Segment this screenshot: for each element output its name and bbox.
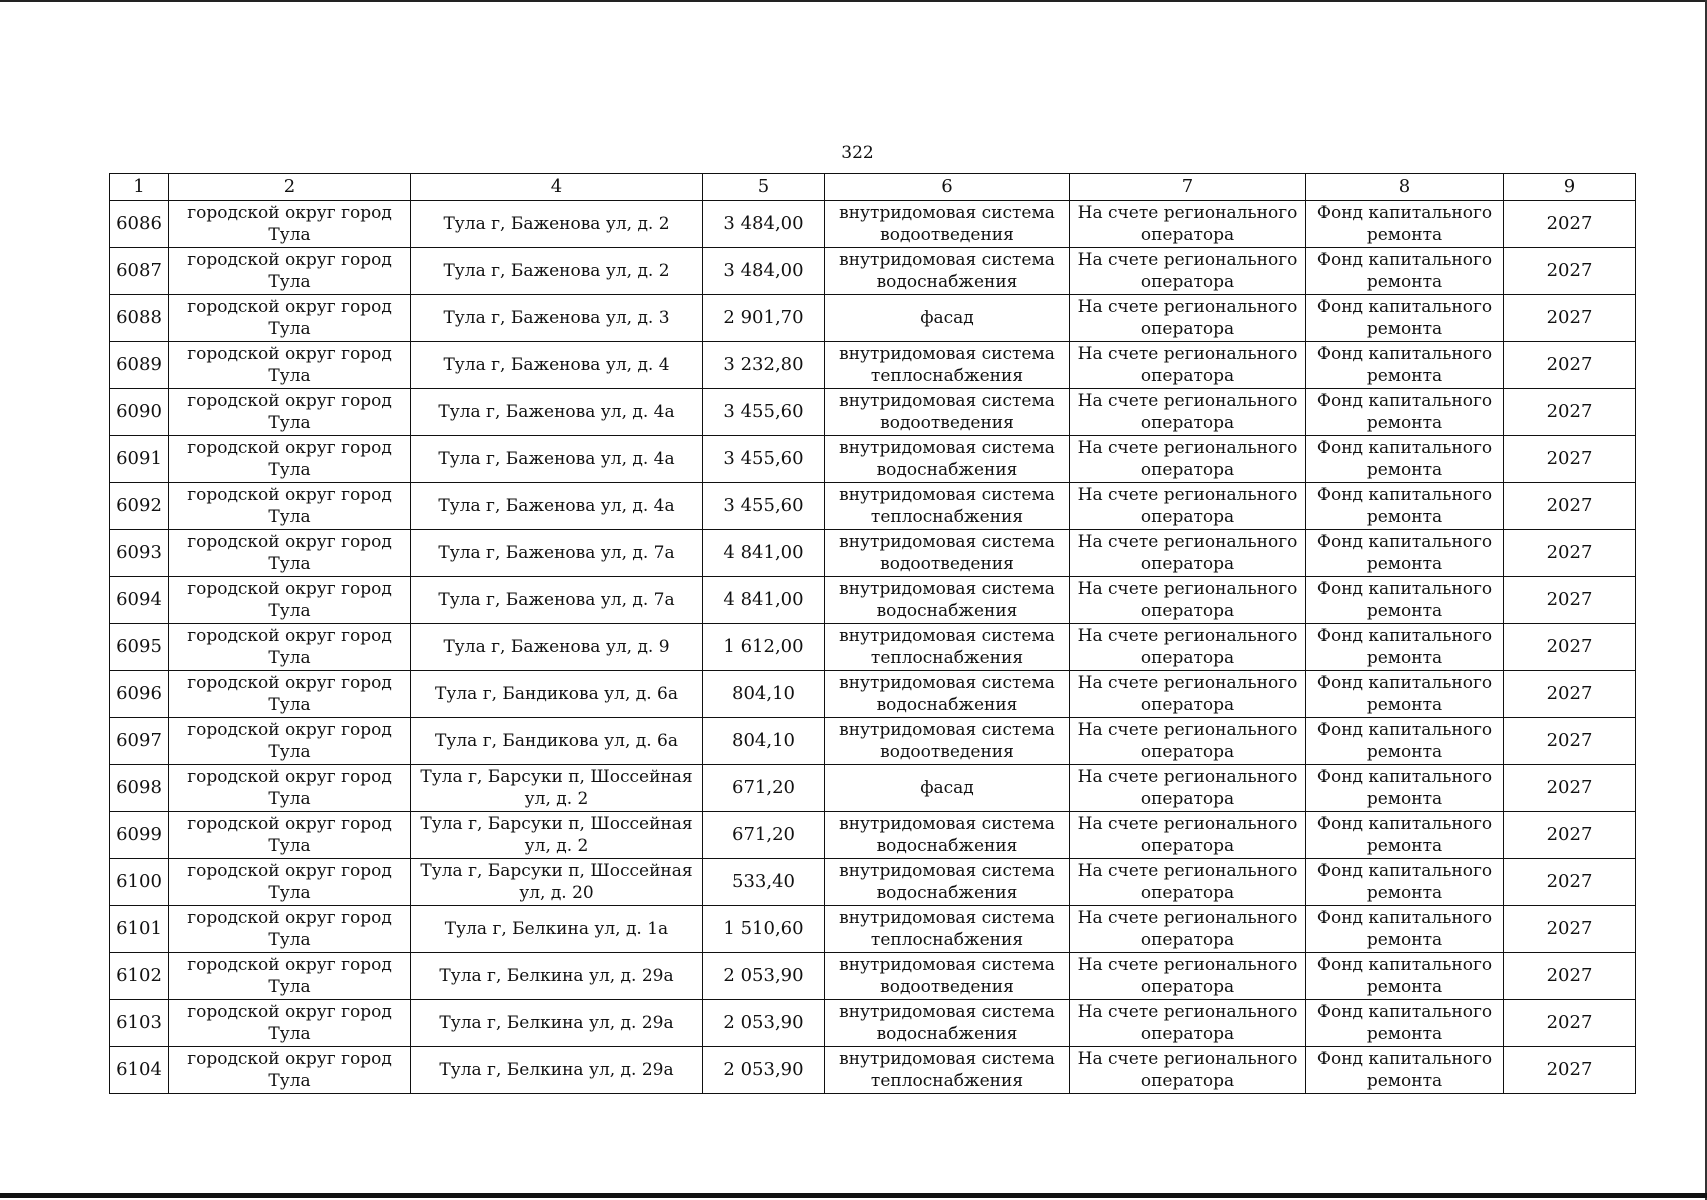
municipality-cell: городской округ город Тула: [169, 201, 411, 248]
funding-source-cell: Фонд капитального ремонта: [1306, 906, 1504, 953]
municipality-cell: городской округ город Тула: [169, 342, 411, 389]
work-type-cell: внутридомовая система водоснабжения: [825, 1000, 1070, 1047]
area-cell: 3 455,60: [703, 389, 825, 436]
fund-account-cell: На счете регионального оператора: [1070, 530, 1306, 577]
row-number-cell: 6095: [110, 624, 169, 671]
fund-account-cell: На счете регионального оператора: [1070, 389, 1306, 436]
work-type-cell: внутридомовая система водоотведения: [825, 389, 1070, 436]
table-row: [110, 530, 1636, 577]
column-header: 8: [1306, 174, 1504, 201]
fund-account-cell: На счете регионального оператора: [1070, 671, 1306, 718]
address-cell: Тула г, Баженова ул, д. 4а: [411, 436, 703, 483]
table-body: [110, 201, 1636, 1094]
table-row: [110, 953, 1636, 1000]
table-row: [110, 765, 1636, 812]
table-row: [110, 906, 1636, 953]
year-cell: 2027: [1504, 624, 1636, 671]
work-type-cell: внутридомовая система теплоснабжения: [825, 1047, 1070, 1094]
work-type-cell: внутридомовая система водоотведения: [825, 953, 1070, 1000]
table-row: [110, 436, 1636, 483]
work-type-cell: внутридомовая система водоотведения: [825, 201, 1070, 248]
address-cell: Тула г, Баженова ул, д. 2: [411, 201, 703, 248]
municipality-cell: городской округ город Тула: [169, 906, 411, 953]
area-cell: 2 053,90: [703, 953, 825, 1000]
funding-source-cell: Фонд капитального ремонта: [1306, 248, 1504, 295]
area-cell: 4 841,00: [703, 530, 825, 577]
area-cell: 3 232,80: [703, 342, 825, 389]
area-cell: 3 484,00: [703, 201, 825, 248]
funding-source-cell: Фонд капитального ремонта: [1306, 812, 1504, 859]
address-cell: Тула г, Белкина ул, д. 29а: [411, 953, 703, 1000]
address-cell: Тула г, Барсуки п, Шоссейная ул, д. 20: [411, 859, 703, 906]
funding-source-cell: Фонд капитального ремонта: [1306, 530, 1504, 577]
row-number-cell: 6090: [110, 389, 169, 436]
work-type-cell: внутридомовая система водоотведения: [825, 718, 1070, 765]
year-cell: 2027: [1504, 389, 1636, 436]
fund-account-cell: На счете регионального оператора: [1070, 201, 1306, 248]
fund-account-cell: На счете регионального оператора: [1070, 342, 1306, 389]
year-cell: 2027: [1504, 671, 1636, 718]
address-cell: Тула г, Баженова ул, д. 4а: [411, 389, 703, 436]
table-row: [110, 248, 1636, 295]
funding-source-cell: Фонд капитального ремонта: [1306, 577, 1504, 624]
address-cell: Тула г, Баженова ул, д. 4: [411, 342, 703, 389]
fund-account-cell: На счете регионального оператора: [1070, 624, 1306, 671]
page-number: 322: [841, 143, 874, 163]
municipality-cell: городской округ город Тула: [169, 859, 411, 906]
row-number-cell: 6089: [110, 342, 169, 389]
year-cell: 2027: [1504, 577, 1636, 624]
fund-account-cell: На счете регионального оператора: [1070, 953, 1306, 1000]
area-cell: 3 455,60: [703, 436, 825, 483]
year-cell: 2027: [1504, 953, 1636, 1000]
work-type-cell: внутридомовая система водоснабжения: [825, 577, 1070, 624]
municipality-cell: городской округ город Тула: [169, 295, 411, 342]
area-cell: 804,10: [703, 671, 825, 718]
funding-source-cell: Фонд капитального ремонта: [1306, 389, 1504, 436]
work-type-cell: внутридомовая система водоснабжения: [825, 859, 1070, 906]
municipality-cell: городской округ город Тула: [169, 530, 411, 577]
column-header: 5: [703, 174, 825, 201]
table-row: [110, 483, 1636, 530]
fund-account-cell: На счете регионального оператора: [1070, 1000, 1306, 1047]
work-type-cell: внутридомовая система водоотведения: [825, 530, 1070, 577]
municipality-cell: городской округ город Тула: [169, 671, 411, 718]
area-cell: 1 612,00: [703, 624, 825, 671]
funding-source-cell: Фонд капитального ремонта: [1306, 718, 1504, 765]
address-cell: Тула г, Баженова ул, д. 7а: [411, 577, 703, 624]
municipality-cell: городской округ город Тула: [169, 1047, 411, 1094]
funding-source-cell: Фонд капитального ремонта: [1306, 201, 1504, 248]
fund-account-cell: На счете регионального оператора: [1070, 859, 1306, 906]
table-row: [110, 624, 1636, 671]
municipality-cell: городской округ город Тула: [169, 483, 411, 530]
fund-account-cell: На счете регионального оператора: [1070, 906, 1306, 953]
area-cell: 804,10: [703, 718, 825, 765]
area-cell: 3 455,60: [703, 483, 825, 530]
table-row: [110, 389, 1636, 436]
address-cell: Тула г, Барсуки п, Шоссейная ул, д. 2: [411, 812, 703, 859]
work-type-cell: внутридомовая система водоснабжения: [825, 436, 1070, 483]
funding-source-cell: Фонд капитального ремонта: [1306, 671, 1504, 718]
address-cell: Тула г, Белкина ул, д. 29а: [411, 1000, 703, 1047]
row-number-cell: 6102: [110, 953, 169, 1000]
row-number-cell: 6098: [110, 765, 169, 812]
row-number-cell: 6092: [110, 483, 169, 530]
year-cell: 2027: [1504, 1000, 1636, 1047]
year-cell: 2027: [1504, 859, 1636, 906]
year-cell: 2027: [1504, 483, 1636, 530]
work-type-cell: внутридомовая система теплоснабжения: [825, 906, 1070, 953]
funding-source-cell: Фонд капитального ремонта: [1306, 859, 1504, 906]
table-row: [110, 718, 1636, 765]
table-row: [110, 201, 1636, 248]
column-header: 7: [1070, 174, 1306, 201]
funding-source-cell: Фонд капитального ремонта: [1306, 765, 1504, 812]
address-cell: Тула г, Бандикова ул, д. 6а: [411, 718, 703, 765]
address-cell: Тула г, Баженова ул, д. 4а: [411, 483, 703, 530]
municipality-cell: городской округ город Тула: [169, 577, 411, 624]
column-header: 2: [169, 174, 411, 201]
address-cell: Тула г, Баженова ул, д. 7а: [411, 530, 703, 577]
year-cell: 2027: [1504, 812, 1636, 859]
address-cell: Тула г, Баженова ул, д. 9: [411, 624, 703, 671]
fund-account-cell: На счете регионального оператора: [1070, 1047, 1306, 1094]
municipality-cell: городской округ город Тула: [169, 1000, 411, 1047]
municipality-cell: городской округ город Тула: [169, 436, 411, 483]
area-cell: 671,20: [703, 812, 825, 859]
year-cell: 2027: [1504, 436, 1636, 483]
municipality-cell: городской округ город Тула: [169, 953, 411, 1000]
address-cell: Тула г, Белкина ул, д. 1а: [411, 906, 703, 953]
area-cell: 533,40: [703, 859, 825, 906]
table-row: [110, 577, 1636, 624]
column-header: 9: [1504, 174, 1636, 201]
capital-repair-register-table: [109, 173, 1636, 1094]
year-cell: 2027: [1504, 765, 1636, 812]
table-row: [110, 859, 1636, 906]
area-cell: 2 901,70: [703, 295, 825, 342]
municipality-cell: городской округ город Тула: [169, 248, 411, 295]
column-header: 1: [110, 174, 169, 201]
row-number-cell: 6091: [110, 436, 169, 483]
scan-border-top: [0, 0, 1707, 2]
area-cell: 3 484,00: [703, 248, 825, 295]
row-number-cell: 6096: [110, 671, 169, 718]
year-cell: 2027: [1504, 718, 1636, 765]
address-cell: Тула г, Бандикова ул, д. 6а: [411, 671, 703, 718]
address-cell: Тула г, Белкина ул, д. 29а: [411, 1047, 703, 1094]
address-cell: Тула г, Баженова ул, д. 3: [411, 295, 703, 342]
row-number-cell: 6086: [110, 201, 169, 248]
fund-account-cell: На счете регионального оператора: [1070, 577, 1306, 624]
column-header: 6: [825, 174, 1070, 201]
fund-account-cell: На счете регионального оператора: [1070, 812, 1306, 859]
table-row: [110, 1000, 1636, 1047]
area-cell: 1 510,60: [703, 906, 825, 953]
row-number-cell: 6100: [110, 859, 169, 906]
year-cell: 2027: [1504, 1047, 1636, 1094]
area-cell: 671,20: [703, 765, 825, 812]
work-type-cell: внутридомовая система водоснабжения: [825, 671, 1070, 718]
fund-account-cell: На счете регионального оператора: [1070, 248, 1306, 295]
fund-account-cell: На счете регионального оператора: [1070, 483, 1306, 530]
table-row: [110, 812, 1636, 859]
area-cell: 2 053,90: [703, 1047, 825, 1094]
table-row: [110, 671, 1636, 718]
fund-account-cell: На счете регионального оператора: [1070, 718, 1306, 765]
work-type-cell: внутридомовая система водоснабжения: [825, 812, 1070, 859]
municipality-cell: городской округ город Тула: [169, 718, 411, 765]
funding-source-cell: Фонд капитального ремонта: [1306, 1047, 1504, 1094]
address-cell: Тула г, Барсуки п, Шоссейная ул, д. 2: [411, 765, 703, 812]
row-number-cell: 6104: [110, 1047, 169, 1094]
funding-source-cell: Фонд капитального ремонта: [1306, 1000, 1504, 1047]
fund-account-cell: На счете регионального оператора: [1070, 436, 1306, 483]
year-cell: 2027: [1504, 295, 1636, 342]
work-type-cell: внутридомовая система теплоснабжения: [825, 483, 1070, 530]
column-header: 4: [411, 174, 703, 201]
scan-border-bottom: [0, 1193, 1707, 1198]
municipality-cell: городской округ город Тула: [169, 389, 411, 436]
funding-source-cell: Фонд капитального ремонта: [1306, 624, 1504, 671]
work-type-cell: внутридомовая система теплоснабжения: [825, 624, 1070, 671]
area-cell: 4 841,00: [703, 577, 825, 624]
year-cell: 2027: [1504, 906, 1636, 953]
row-number-cell: 6101: [110, 906, 169, 953]
funding-source-cell: Фонд капитального ремонта: [1306, 295, 1504, 342]
row-number-cell: 6103: [110, 1000, 169, 1047]
table-row: [110, 342, 1636, 389]
funding-source-cell: Фонд капитального ремонта: [1306, 483, 1504, 530]
fund-account-cell: На счете регионального оператора: [1070, 765, 1306, 812]
row-number-cell: 6097: [110, 718, 169, 765]
row-number-cell: 6099: [110, 812, 169, 859]
work-type-cell: внутридомовая система теплоснабжения: [825, 342, 1070, 389]
funding-source-cell: Фонд капитального ремонта: [1306, 953, 1504, 1000]
area-cell: 2 053,90: [703, 1000, 825, 1047]
row-number-cell: 6087: [110, 248, 169, 295]
column-number-row: [110, 174, 1636, 201]
year-cell: 2027: [1504, 248, 1636, 295]
municipality-cell: городской округ город Тула: [169, 812, 411, 859]
municipality-cell: городской округ город Тула: [169, 624, 411, 671]
municipality-cell: городской округ город Тула: [169, 765, 411, 812]
row-number-cell: 6094: [110, 577, 169, 624]
funding-source-cell: Фонд капитального ремонта: [1306, 436, 1504, 483]
address-cell: Тула г, Баженова ул, д. 2: [411, 248, 703, 295]
table-row: [110, 1047, 1636, 1094]
table-row: [110, 295, 1636, 342]
row-number-cell: 6093: [110, 530, 169, 577]
work-type-cell: фасад: [825, 295, 1070, 342]
row-number-cell: 6088: [110, 295, 169, 342]
funding-source-cell: Фонд капитального ремонта: [1306, 342, 1504, 389]
work-type-cell: внутридомовая система водоснабжения: [825, 248, 1070, 295]
year-cell: 2027: [1504, 201, 1636, 248]
year-cell: 2027: [1504, 342, 1636, 389]
work-type-cell: фасад: [825, 765, 1070, 812]
fund-account-cell: На счете регионального оператора: [1070, 295, 1306, 342]
year-cell: 2027: [1504, 530, 1636, 577]
